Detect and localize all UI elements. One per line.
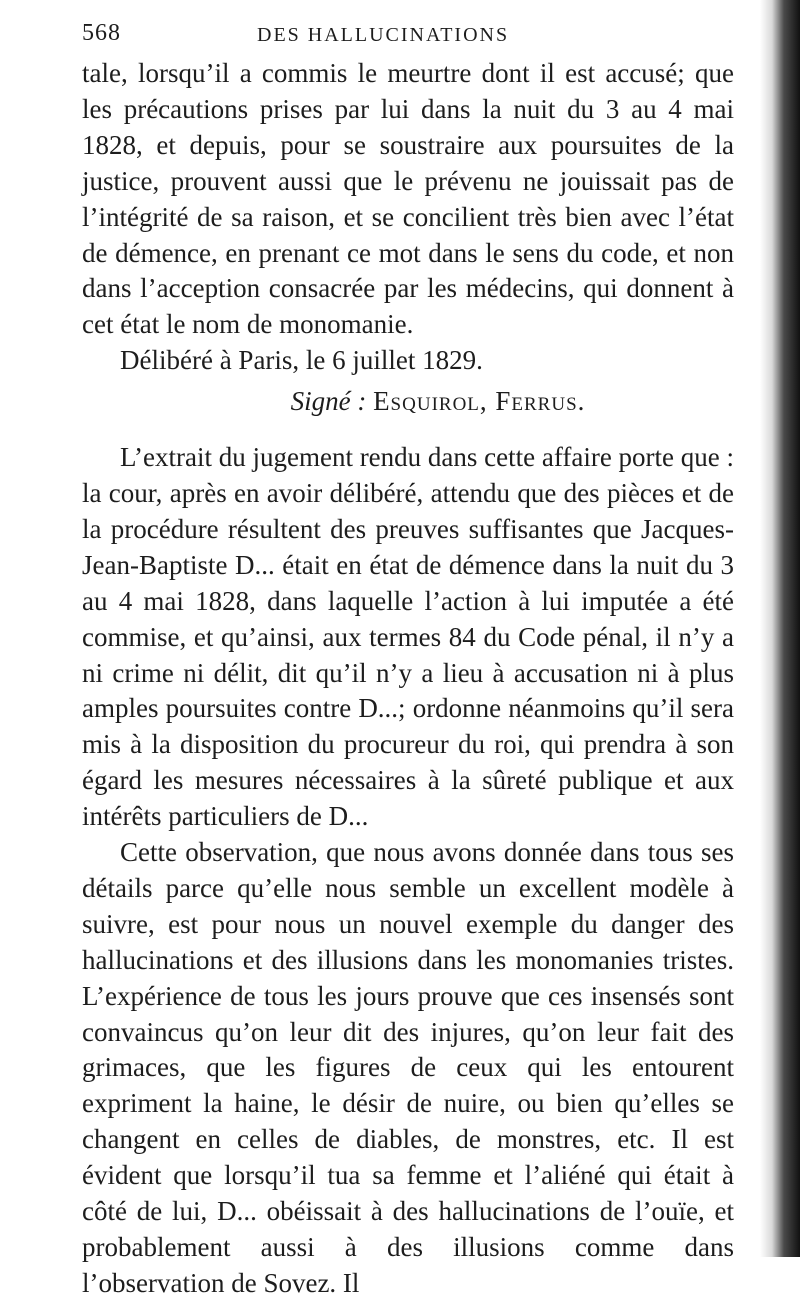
paragraph-continuation: tale, lorsqu’il a commis le meurtre dont il est accusé; que les précautions prises par lui dans la nuit du 3 au 4 mai 1828, et depuis, pour se soustraire aux poursuites de la justice, prouvent aussi que le prévenu ne jouissait pas de l’intégrité de sa raison, et se concilient très bien avec l’état de démence, en prenant ce mot dans le sens du code, et non dans l’acception consacrée par les médecins, qui donnent à cet état le nom de monomanie. [82,58,734,340]
signature-label: Signé : [290,386,367,417]
running-title: DES HALLUCINATIONS [257,24,510,46]
page-number: 568 [82,20,121,46]
deliberation-line: Délibéré à Paris, le 6 juillet 1829. [120,345,483,376]
page-binding-edge [760,0,800,1257]
commentary-paragraph: Cette observation, que nous avons donnée dans tous ses détails parce qu’elle nous semble un excellent modèle à suivre, est pour nous un nouvel exemple du danger des hallucinations et des illusions dans les monomanies tristes. L’expérience de tous les jours prouve que ces insensés sont convaincus qu’on leur dit des injures, qu’on leur fait des grimaces, que les figures de ceux qui les entourent expriment la haine, le désir de nuire, ou bien qu’elles se changent en celles de diables, de monstres, etc. Il est évident que lorsqu’il tua sa femme et l’aliéné qui était à côté de lui, D... obéissait à des hallucinations de l’ouïe, et probablement aussi à des illusions comme dans l’observation de Sovez. Il [82,837,734,1298]
judgment-paragraph: L’extrait du jugement rendu dans cette affaire porte que : la cour, après en avoir délibéré, attendu que des pièces et de la procédure résultent des preuves suffisantes que Jacques-Jean-Baptiste D... était en état de démence dans la nuit du 3 au 4 mai 1828, dans laquelle l’action à lui imputée a été commise, et qu’ainsi, aux termes 84 du Code pénal, il n’y a ni crime ni délit, dit qu’il n’y a lieu à accusation ni à plus amples poursuites contre D...; ordonne néanmoins qu’il sera mis à la disposition du procureur du roi, qui prendra à son égard les mesures nécessaires à la sûreté publique et aux intérêts particuliers de D... [82,442,735,832]
body-text [82,56,734,1302]
running-head [82,20,722,60]
signature-names: Esquirol, Ferrus. [373,386,586,417]
signature-line [82,384,734,420]
